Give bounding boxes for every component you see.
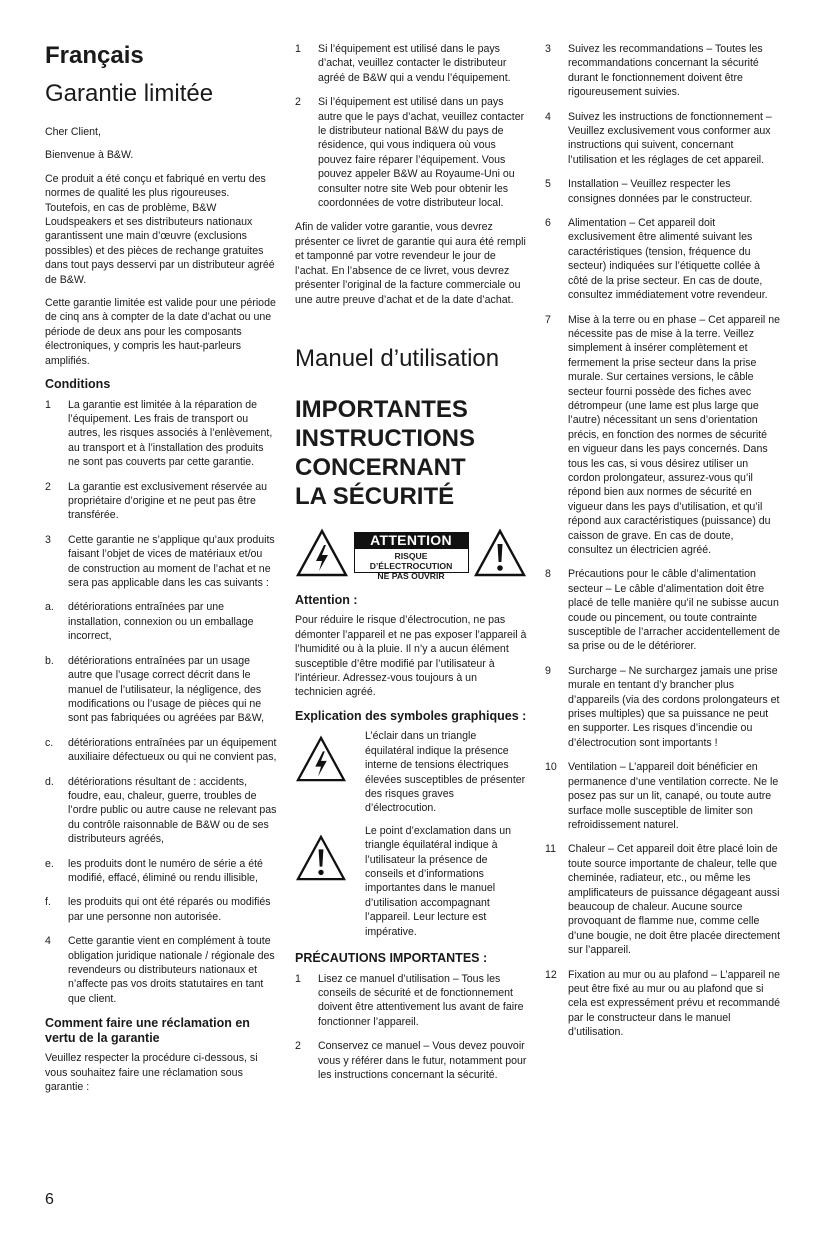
item-text: Installation – Veuillez respecter les consignes données par le constructeur. xyxy=(568,178,753,205)
safety-heading xyxy=(295,395,527,511)
list-item xyxy=(295,42,527,85)
claim-steps-list xyxy=(295,42,527,210)
safety-heading-line: CONCERNANT xyxy=(295,453,466,481)
item-number: 1 xyxy=(45,398,51,411)
item-number: 12 xyxy=(545,968,557,981)
safety-heading-line: IMPORTANTES xyxy=(295,395,468,423)
lightning-triangle-icon xyxy=(295,735,347,783)
attention-paragraph: Pour réduire le risque d’électrocution, ne pas démonter l’appareil et ne pas exposer l’appareil à l’humidité ou à la pluie. Il n’y a aucun élément susceptible d’être modifié par l’utilisateur à l’intérieur. Adressez-vous toujours à un technicien agréé. xyxy=(295,614,527,699)
warranty-title: Garantie limitée xyxy=(45,80,214,107)
item-text: Lisez ce manuel d’utilisation – Tous les conseils de sécurité et de fonctionnement doivent être attentivement lus avant de faire fonctionner l’appareil. xyxy=(318,972,524,1028)
warning-label xyxy=(295,525,527,581)
item-text: détériorations entraînées par un équipement auxiliaire défectueux ou qui ne convient pas, xyxy=(68,736,277,764)
item-number: 7 xyxy=(545,313,551,326)
list-item xyxy=(45,654,277,726)
item-number: 11 xyxy=(545,843,556,856)
item-number: 8 xyxy=(545,568,551,581)
precautions-heading: PRÉCAUTIONS IMPORTANTES : xyxy=(295,951,488,966)
attention-box-body xyxy=(354,549,469,582)
item-text: Conservez ce manuel – Vous devez pouvoir vous y référer dans le futur, notamment pour les instructions concernant la sécurité. xyxy=(318,1040,527,1081)
item-number: 2 xyxy=(295,1040,301,1053)
item-text: Alimentation – Cet appareil doit exclusivement être alimenté suivant les caractéristiques (tension, fréquence du secteur) indiquées sur l’étiquette collée à côté de la prise secteur. En cas de doute, consultez immédiatement votre revendeur. xyxy=(568,217,768,302)
list-item xyxy=(45,736,277,765)
list-item xyxy=(545,216,781,302)
list-item xyxy=(545,760,781,832)
lightning-warning-icon xyxy=(295,528,349,578)
list-item xyxy=(45,895,277,924)
safety-heading-line: INSTRUCTIONS xyxy=(295,424,475,452)
item-number: 2 xyxy=(295,96,301,109)
item-text: détériorations résultant de : accidents, foudre, eau, chaleur, guerre, troubles de l’ordre public ou autre cause ne relevant pas du contrôle raisonnable de B&W ou de ses distributeurs agréés, xyxy=(68,775,277,846)
item-text: Suivez les instructions de fonctionnement – Veuillez exclusivement vous conformer aux instructions qui suivent, concernant l’utilisation et les réglages de cet appareil. xyxy=(568,110,772,166)
item-text: Suivez les recommandations – Toutes les recommandations concernant la sécurité durant le fonctionnement doivent être rigoureusement suivies. xyxy=(568,43,763,99)
item-text: les produits qui ont été réparés ou modifiés par une personne non autorisée. xyxy=(68,896,271,923)
item-number: c. xyxy=(45,736,54,749)
list-item xyxy=(45,480,277,523)
attention-heading: Attention : xyxy=(295,592,358,607)
list-item xyxy=(545,567,781,653)
item-text: détériorations entraînées par une installation, connexion ou un emballage incorrect, xyxy=(68,601,254,643)
salutation: Cher Client, xyxy=(45,126,101,138)
item-number: e. xyxy=(45,857,54,870)
item-text: La garantie est exclusivement réservée au propriétaire d’origine et ne peut pas être transférée. xyxy=(68,480,268,522)
item-number: 6 xyxy=(545,217,551,230)
list-item xyxy=(295,1039,527,1082)
item-number: f. xyxy=(45,896,51,909)
precautions-list xyxy=(295,972,527,1083)
item-number: 4 xyxy=(545,110,551,123)
item-text: Mise à la terre ou en phase – Cet appareil ne nécessite pas de mise à la terre. Veillez simplement à insérer complètement et fermement la prise secteur dans la prise murale. Sur certaines versions, le câble secteur fourni possède des fiches avec détrompeur (une lame est plus large que l’autre) nécessitant un sens d’orientation précis, en fonction des normes de sécurité en vigueur dans les pays concernés. Dans tous les cas, si vous désirez utiliser un cordon prolongateur, assurez-vous qu’il répond bien aux normes de sécurité en vigueur dans les pays d’utilisation, et qu’il répond aux caractéristiques (puissance) du caisson de grave. En cas de doute, consultez un électricien agréé. xyxy=(568,313,781,556)
item-number: 3 xyxy=(545,43,551,55)
column-precautions xyxy=(545,42,781,1050)
attention-box-line: NE PAS OUVRIR xyxy=(377,571,445,582)
list-item xyxy=(45,600,277,643)
conditions-heading: Conditions xyxy=(45,377,111,392)
item-text: Cette garantie ne s’applique qu’aux produits faisant l’objet de vices de matériaux et/ou de construction au moment de l’achat et ne sera pas applicable dans les cas suivants : xyxy=(68,533,275,590)
symbols-heading: Explication des symboles graphiques : xyxy=(295,708,527,723)
item-text: Surcharge – Ne surchargez jamais une prise murale en tentant d’y brancher plus d’appareils (via des cordons prolongateurs et prises multiples) que sa puissance ne peut en supporter. Les risques d’incendie ou d’électrocution sont importants ! xyxy=(568,664,780,749)
column-warranty xyxy=(45,42,277,1103)
item-number: 2 xyxy=(45,480,51,493)
list-item xyxy=(545,177,781,206)
list-item xyxy=(45,533,277,591)
list-item xyxy=(545,42,781,100)
item-number: d. xyxy=(45,775,54,788)
item-text: Ventilation – L’appareil doit bénéficier en permanence d’une ventilation correcte. Ne le posez pas sur un lit, canapé, ou toute autre surface molle susceptible de limiter son refroidissement naturel. xyxy=(568,761,779,831)
welcome-text: Bienvenue à B&W. xyxy=(45,149,134,162)
item-number: 1 xyxy=(295,43,301,55)
symbol-lightning-text: L’éclair dans un triangle équilatéral indique la présence interne de tensions électriques élevées susceptibles de présenter des risques graves d’électrocution. xyxy=(365,730,526,815)
item-text: La garantie est limitée à la réparation de l’équipement. Les frais de transport ou autres, les risques associés à l’enlèvement, au transport et à l’installation des produits ne sont pas couverts par cette garantie. xyxy=(68,398,273,469)
item-number: 3 xyxy=(45,533,51,546)
list-item xyxy=(545,842,781,957)
intro-paragraph: Ce produit a été conçu et fabriqué en vertu des normes de qualité les plus rigoureuses. Toutefois, en cas de problème, B&W Loudspeakers et ses distributeurs nationaux garantissent une main d’œuvre (exclusions possibles) et des pièces de rechange gratuites dans tout pays desservi par un distributeur agréé de B&W. xyxy=(45,172,275,286)
item-text: les produits dont le numéro de série a été modifié, effacé, éliminé ou rendu illisible, xyxy=(68,857,263,884)
list-item xyxy=(545,313,781,558)
exclamation-triangle-icon xyxy=(295,834,347,882)
list-item xyxy=(45,775,277,847)
item-number: a. xyxy=(45,601,54,614)
item-text: Si l’équipement est utilisé dans un pays autre que le pays d’achat, veuillez contacter le distributeur national B&W du pays de résidence, qui vous indiquera où vous pouvez faire réparer l’équipement. Vous pouvez appeler B&W au Royaume-Uni ou consulter notre site Web pour obtenir les coordonnées de votre distributeur local. xyxy=(318,96,525,210)
attention-box-title: ATTENTION xyxy=(354,532,469,549)
page-number: 6 xyxy=(45,1191,54,1208)
item-text: détériorations entraînées par un usage autre que l’usage correct décrit dans le manuel de l’utilisateur, la négligence, des modifications ou l’usage de pièces qui ne sont pas fabriquées ou agréées par B&W, xyxy=(68,654,265,725)
item-text: Cette garantie vient en complément à toute obligation juridique nationale / régionale des revendeurs ou distributeurs nationaux et n’affecte pas vos droits statutaires en tant que client. xyxy=(68,935,275,1005)
item-text: Précautions pour le câble d’alimentation secteur – Le câble d’alimentation doit être placé de telle manière qu’il ne subisse aucun coude ou pincement, ou toute contrainte susceptible de l’arracher accidentellement de sa prise ou de le détériorer. xyxy=(568,568,780,653)
validity-paragraph: Cette garantie limitée est valide pour une période de cinq ans à compter de la date d’achat ou une période de deux ans pour les composants électroniques, y compris les haut-parleurs amplifiés. xyxy=(45,297,276,367)
item-text: Chaleur – Cet appareil doit être placé loin de toute source importante de chaleur, telle que cheminée, radiateur, etc., ou même les amplificateurs de puissance dégageant aussi beaucoup de chaleur. Aucune source provoquant de flamme nue, comme celle d’une bougie, ne doit être placée directement sur l’appareil. xyxy=(568,843,781,957)
item-text: Si l’équipement est utilisé dans le pays d’achat, veuillez contacter le distributeur agréé de B&W qui a vendu l’équipement. xyxy=(318,43,511,84)
item-number: 4 xyxy=(45,935,51,948)
item-number: 10 xyxy=(545,761,557,774)
item-number: 5 xyxy=(545,178,551,191)
list-item xyxy=(295,95,527,210)
language-title: Français xyxy=(45,42,144,69)
item-text: Fixation au mur ou au plafond – L’appareil ne peut être fixé au mur ou au plafond que si cela est expressément prévu et recommandé par le constructeur dans le manuel d’utilisation. xyxy=(568,968,781,1039)
item-number: 1 xyxy=(295,972,301,985)
attention-box xyxy=(354,532,469,582)
list-item xyxy=(545,110,781,168)
precautions-list-continued xyxy=(545,42,781,1040)
list-item xyxy=(45,398,277,470)
claim-paragraph: Veuillez respecter la procédure ci-dessous, si vous souhaitez faire une réclamation sous garantie : xyxy=(45,1052,258,1094)
symbol-exclamation-text: Le point d’exclamation dans un triangle équilatéral indique à l’utilisateur la présence de conseils et d’informations importantes dans le manuel d’utilisation accompagnant l’appareil. Leur lecture est impérative. xyxy=(365,824,512,938)
list-item xyxy=(545,968,781,1040)
exclamation-warning-icon xyxy=(473,528,527,578)
list-item xyxy=(295,972,527,1030)
validate-paragraph: Afin de valider votre garantie, vous devrez présenter ce livret de garantie qui aura été rempli et tamponné par votre revendeur le jour de l’achat. En l’absence de ce livret, vous devrez présenter l’original de la facture commerciale ou une autre preuve d’achat et de la date d’achat. xyxy=(295,221,526,306)
list-item xyxy=(545,664,781,750)
item-number: b. xyxy=(45,654,54,667)
conditions-list xyxy=(45,398,277,1007)
item-number: 9 xyxy=(545,664,551,677)
list-item xyxy=(45,934,277,1006)
manual-title: Manuel d’utilisation xyxy=(295,344,500,372)
list-item xyxy=(45,857,277,886)
attention-box-line: RISQUE D’ÉLECTROCUTION xyxy=(369,551,453,572)
symbol-lightning-explanation xyxy=(295,729,527,815)
column-manual xyxy=(295,42,527,1092)
safety-heading-line: LA SÉCURITÉ xyxy=(295,482,455,510)
claim-heading: Comment faire une réclamation en vertu de la garantie xyxy=(45,1016,250,1045)
symbol-exclamation-explanation xyxy=(295,824,527,939)
